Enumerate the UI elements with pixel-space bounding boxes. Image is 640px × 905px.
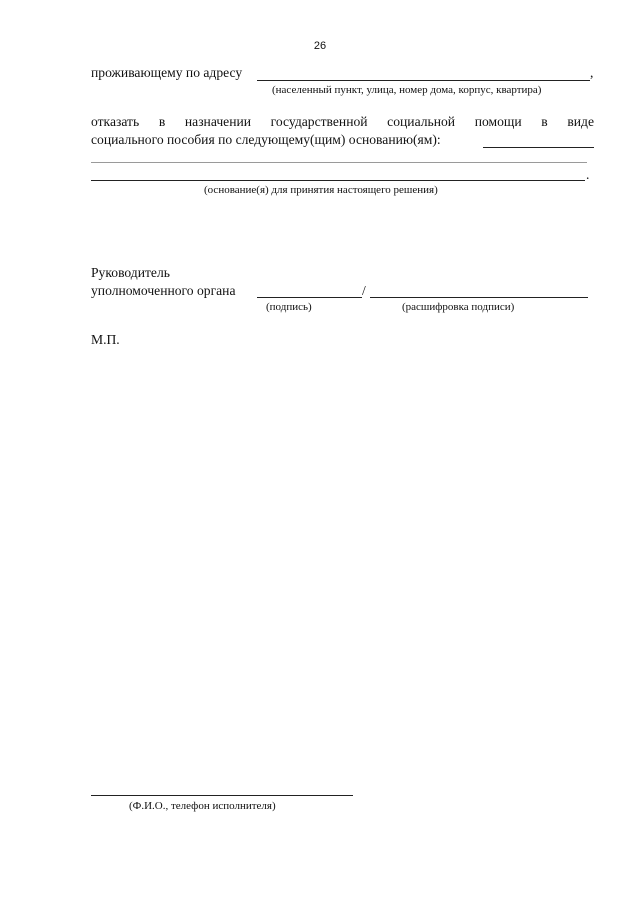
executor-hint: (Ф.И.О., телефон исполнителя) bbox=[129, 800, 276, 812]
address-fill-line[interactable] bbox=[257, 80, 590, 81]
reason-fill-line-2[interactable] bbox=[91, 162, 587, 163]
signature-separator: / bbox=[362, 283, 366, 298]
executor-line[interactable] bbox=[91, 795, 353, 796]
address-label: проживающему по адресу bbox=[91, 65, 243, 80]
reason-fill-line-1[interactable] bbox=[483, 147, 594, 148]
signature-line[interactable] bbox=[257, 297, 362, 298]
address-hint: (населенный пункт, улица, номер дома, корпус, квартира) bbox=[272, 84, 542, 96]
signature-decode-line[interactable] bbox=[370, 297, 588, 298]
refusal-end-mark: . bbox=[586, 167, 590, 182]
authority-label: уполномоченного органа bbox=[91, 283, 236, 298]
stamp-label: М.П. bbox=[91, 332, 120, 347]
refusal-line-2: социального пособия по следующему(щим) основанию(ям): bbox=[91, 132, 441, 147]
address-end-mark: , bbox=[590, 65, 594, 80]
page-number: 26 bbox=[313, 40, 327, 52]
reason-hint: (основание(я) для принятия настоящего решения) bbox=[204, 184, 438, 196]
signature-decode-hint: (расшифровка подписи) bbox=[402, 301, 515, 313]
head-title: Руководитель bbox=[91, 265, 170, 280]
signature-hint: (подпись) bbox=[266, 301, 312, 313]
refusal-line-1: отказать в назначении государственной социальной помощи в виде bbox=[91, 114, 594, 129]
reason-fill-line-3[interactable] bbox=[91, 180, 585, 181]
